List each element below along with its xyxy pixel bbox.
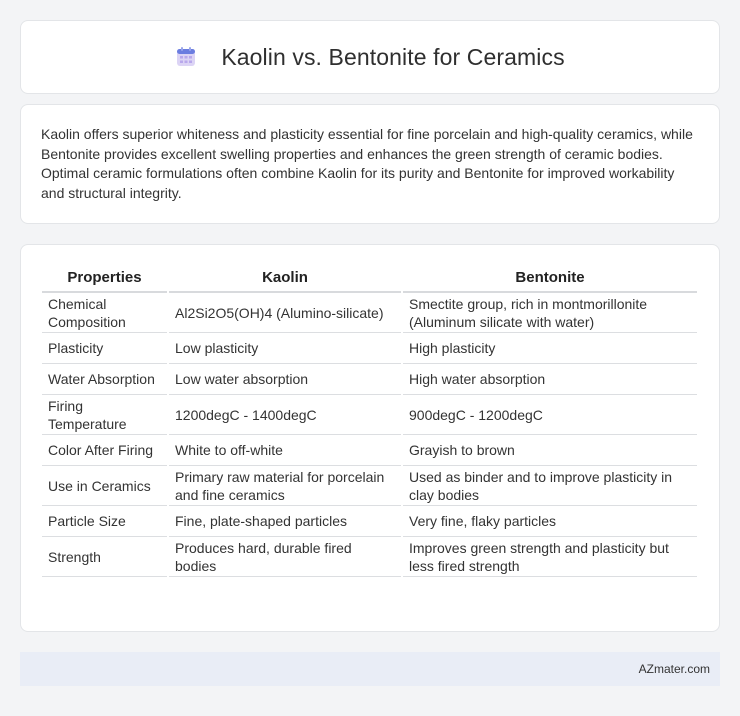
table-row — [42, 435, 697, 466]
property-cell: Firing Temperature — [42, 395, 167, 435]
property-cell: Chemical Composition — [42, 293, 167, 333]
table-row — [42, 293, 697, 333]
kaolin-cell: Primary raw material for porcelain and fine ceramics — [169, 466, 401, 506]
summary-text: Kaolin offers superior whiteness and plasticity essential for fine porcelain and high-quality ceramics, while Bentonite provides excellent swelling properties and enhances the green strength of ceramic bodies. Optimal ceramic formulations often combine Kaolin for its purity and Bentonite for improved workability and structural integrity. — [41, 126, 693, 201]
kaolin-cell: Low plasticity — [169, 333, 401, 364]
header-properties: Properties — [42, 263, 167, 293]
bentonite-cell: Grayish to brown — [403, 435, 697, 466]
kaolin-cell: 1200degC - 1400degC — [169, 395, 401, 435]
bentonite-cell: 900degC - 1200degC — [403, 395, 697, 435]
bentonite-cell: Used as binder and to improve plasticity in clay bodies — [403, 466, 697, 506]
bentonite-cell: High water absorption — [403, 364, 697, 395]
bentonite-cell: High plasticity — [403, 333, 697, 364]
comparison-table-card — [20, 244, 720, 632]
table-header-row — [42, 263, 697, 293]
bentonite-cell: Improves green strength and plasticity but less fired strength — [403, 537, 697, 577]
kaolin-cell: Fine, plate-shaped particles — [169, 506, 401, 537]
kaolin-cell: White to off-white — [169, 435, 401, 466]
property-cell: Water Absorption — [42, 364, 167, 395]
bentonite-cell: Very fine, flaky particles — [403, 506, 697, 537]
kaolin-cell: Produces hard, durable fired bodies — [169, 537, 401, 577]
calendar-icon — [175, 46, 197, 68]
table-row — [42, 466, 697, 506]
comparison-table — [40, 263, 699, 577]
footer — [20, 652, 720, 686]
summary-card — [20, 104, 720, 224]
table-row — [42, 333, 697, 364]
property-cell: Plasticity — [42, 333, 167, 364]
property-cell: Color After Firing — [42, 435, 167, 466]
header-kaolin: Kaolin — [169, 263, 401, 293]
table-row — [42, 395, 697, 435]
table-row — [42, 364, 697, 395]
footer-brand: AZmater.com — [638, 662, 710, 676]
header-bentonite: Bentonite — [403, 263, 697, 293]
table-row — [42, 506, 697, 537]
page-title: Kaolin vs. Bentonite for Ceramics — [221, 43, 565, 70]
property-cell: Strength — [42, 537, 167, 577]
kaolin-cell: Al2Si2O5(OH)4 (Alumino-silicate) — [169, 293, 401, 333]
title-card — [20, 20, 720, 94]
kaolin-cell: Low water absorption — [169, 364, 401, 395]
property-cell: Particle Size — [42, 506, 167, 537]
bentonite-cell: Smectite group, rich in montmorillonite (Aluminum silicate with water) — [403, 293, 697, 333]
table-row — [42, 537, 697, 577]
property-cell: Use in Ceramics — [42, 466, 167, 506]
